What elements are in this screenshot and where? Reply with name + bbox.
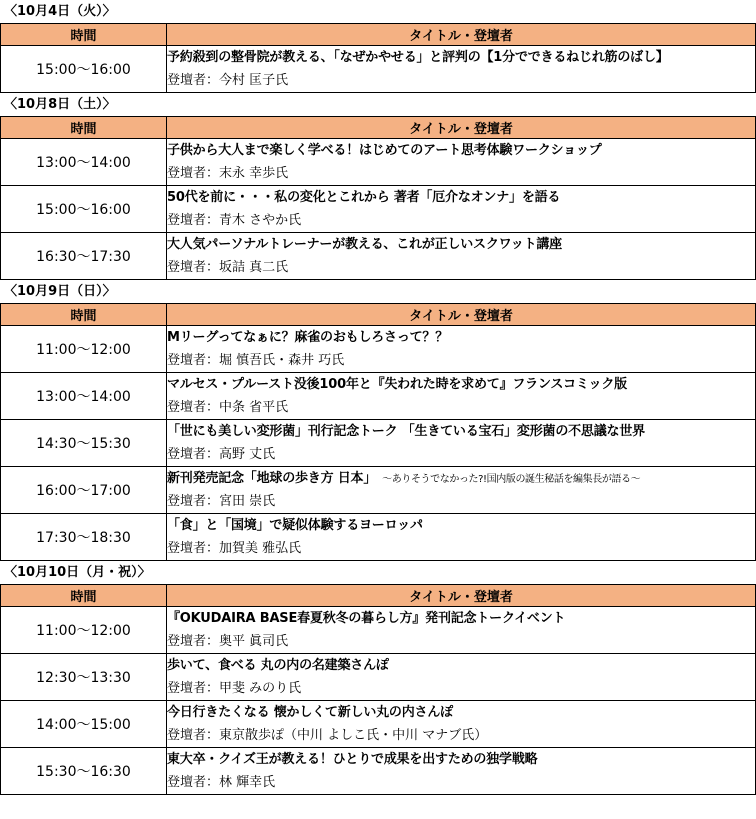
event-title-line xyxy=(167,233,755,256)
event-title: マルセス・プルースト没後100年と『失われた時を求めて』フランスコミック版 xyxy=(167,377,627,392)
schedule-table xyxy=(0,116,756,280)
event-info xyxy=(167,186,756,233)
event-title-line xyxy=(167,186,755,209)
event-speaker: 登壇者：末永 幸歩氏 xyxy=(167,166,289,181)
table-header-row xyxy=(1,117,756,139)
event-speaker: 登壇者：青木 さやか氏 xyxy=(167,213,302,228)
event-title-line xyxy=(167,654,755,677)
event-subtitle: ～ありそうでなかった?!国内版の誕生秘話を編集長が語る～ xyxy=(382,474,641,485)
event-title-line xyxy=(167,701,755,724)
event-title: 新刊発売記念「地球の歩き方 日本」 xyxy=(167,471,377,486)
event-speaker: 登壇者：中条 省平氏 xyxy=(167,400,289,415)
event-speaker: 登壇者：宮田 崇氏 xyxy=(167,494,276,509)
event-speaker: 登壇者：坂詰 真二氏 xyxy=(167,260,289,275)
table-row xyxy=(1,326,756,373)
event-title: 大人気パーソナルトレーナーが教える、これが正しいスクワット講座 xyxy=(167,237,562,252)
time-column-header: 時間 xyxy=(1,304,167,326)
event-title-line xyxy=(167,748,755,771)
event-time: 11:00～12:00 xyxy=(1,326,167,373)
schedule-table xyxy=(0,23,756,93)
event-title-line xyxy=(167,46,755,69)
schedule-table xyxy=(0,584,756,795)
event-speaker: 登壇者：加賀美 雅弘氏 xyxy=(167,541,302,556)
event-title: 東大卒・クイズ王が教える！ひとりで成果を出すための独学戦略 xyxy=(167,752,538,767)
title-column-header: タイトル・登壇者 xyxy=(167,24,756,46)
event-time: 16:00～17:00 xyxy=(1,467,167,514)
event-info xyxy=(167,46,756,93)
event-title: Mリーグってなぁに？麻雀のおもしろさって？？ xyxy=(167,330,449,345)
event-title: 子供から大人まで楽しく学べる！はじめてのアート思考体験ワークショップ xyxy=(167,143,602,158)
event-title-line xyxy=(167,326,755,349)
event-info xyxy=(167,467,756,514)
title-column-header: タイトル・登壇者 xyxy=(167,585,756,607)
schedule-table xyxy=(0,303,756,561)
event-speaker: 登壇者：林 輝幸氏 xyxy=(167,775,276,790)
time-column-header: 時間 xyxy=(1,585,167,607)
table-row xyxy=(1,46,756,93)
event-info xyxy=(167,420,756,467)
event-time: 17:30～18:30 xyxy=(1,514,167,561)
table-row xyxy=(1,607,756,654)
event-title-line xyxy=(167,607,755,630)
time-column-header: 時間 xyxy=(1,24,167,46)
table-row xyxy=(1,420,756,467)
event-info xyxy=(167,233,756,280)
event-time: 15:00～16:00 xyxy=(1,46,167,93)
table-row xyxy=(1,186,756,233)
event-time: 11:00～12:00 xyxy=(1,607,167,654)
event-time: 15:30～16:30 xyxy=(1,748,167,795)
event-speaker: 登壇者：甲斐 みのり氏 xyxy=(167,681,302,696)
table-header-row xyxy=(1,24,756,46)
event-info xyxy=(167,607,756,654)
event-info xyxy=(167,326,756,373)
event-time: 13:00～14:00 xyxy=(1,139,167,186)
table-row xyxy=(1,233,756,280)
event-title-line xyxy=(167,467,755,490)
title-column-header: タイトル・登壇者 xyxy=(167,117,756,139)
event-info xyxy=(167,373,756,420)
table-row xyxy=(1,701,756,748)
event-time: 14:00～15:00 xyxy=(1,701,167,748)
event-info xyxy=(167,748,756,795)
day-heading: 〈10月8日（土）〉 xyxy=(4,97,116,112)
event-info xyxy=(167,514,756,561)
event-speaker: 登壇者：高野 丈氏 xyxy=(167,447,276,462)
event-speaker: 登壇者：奥平 眞司氏 xyxy=(167,634,289,649)
event-info xyxy=(167,654,756,701)
event-title-line xyxy=(167,420,755,443)
event-info xyxy=(167,139,756,186)
table-row xyxy=(1,373,756,420)
event-title-line xyxy=(167,139,755,162)
event-title: 今日行きたくなる 懐かしくて新しい丸の内さんぽ xyxy=(167,705,453,720)
event-title: 50代を前に・・・私の変化とこれから 著者「厄介なオンナ」を語る xyxy=(167,190,561,205)
table-row xyxy=(1,748,756,795)
event-title: 予約殺到の整骨院が教える、「なぜかやせる」と評判の【1分でできるねじれ筋のばし】 xyxy=(167,50,669,65)
event-time: 13:00～14:00 xyxy=(1,373,167,420)
event-title-line xyxy=(167,373,755,396)
event-time: 15:00～16:00 xyxy=(1,186,167,233)
day-heading: 〈10月9日（日）〉 xyxy=(4,284,116,299)
event-speaker: 登壇者：今村 匡子氏 xyxy=(167,73,289,88)
day-heading: 〈10月4日（火）〉 xyxy=(4,4,116,19)
event-time: 12:30～13:30 xyxy=(1,654,167,701)
table-row xyxy=(1,514,756,561)
table-row xyxy=(1,467,756,514)
day-heading: 〈10月10日（月・祝）〉 xyxy=(4,565,151,580)
time-column-header: 時間 xyxy=(1,117,167,139)
table-row xyxy=(1,654,756,701)
table-row xyxy=(1,139,756,186)
event-title: 「世にも美しい変形菌」刊行記念トーク 「生きている宝石」変形菌の不思議な世界 xyxy=(167,424,645,439)
title-column-header: タイトル・登壇者 xyxy=(167,304,756,326)
event-speaker: 登壇者：東京散歩ぽ（中川 よしこ氏・中川 マナブ氏） xyxy=(167,728,488,743)
event-title: 『OKUDAIRA BASE春夏秋冬の暮らし方』発刊記念トークイベント xyxy=(167,611,566,626)
event-time: 16:30～17:30 xyxy=(1,233,167,280)
event-title-line xyxy=(167,514,755,537)
event-speaker: 登壇者：堀 慎吾氏・森井 巧氏 xyxy=(167,353,345,368)
event-title: 「食」と「国境」で疑似体験するヨーロッパ xyxy=(167,518,423,533)
table-header-row xyxy=(1,585,756,607)
event-info xyxy=(167,701,756,748)
table-header-row xyxy=(1,304,756,326)
event-title: 歩いて、食べる 丸の内の名建築さんぽ xyxy=(167,658,389,673)
event-time: 14:30～15:30 xyxy=(1,420,167,467)
